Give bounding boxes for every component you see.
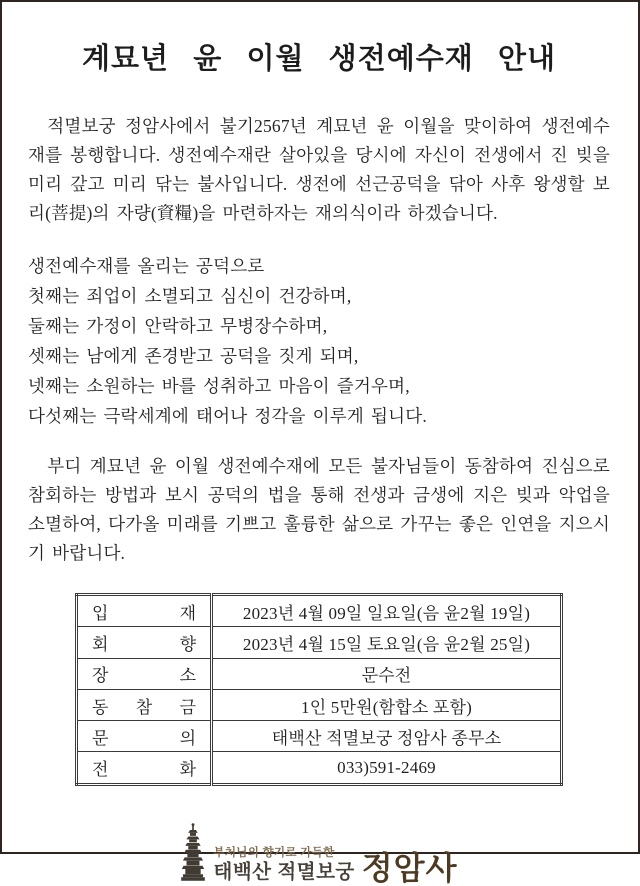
row-value: 033)591-2469 <box>212 752 562 784</box>
merit-item: 첫째는 죄업이 소멸되고 심신이 건강하며, <box>28 286 352 306</box>
temple-logo <box>28 813 610 885</box>
event-info-table <box>75 593 563 786</box>
merit-item: 셋째는 남에게 존경받고 공덕을 짓게 되며, <box>28 346 359 366</box>
row-label: 입 재 <box>77 595 212 627</box>
row-value: 2023년 4월 09일 일요일(음 윤2월 19일) <box>212 595 562 627</box>
logo-temple-line: 태백산 적멸보궁 <box>213 861 355 884</box>
page-title: 계묘년 윤 이월 생전예수재 안내 <box>82 43 556 75</box>
table-row <box>77 721 562 752</box>
merit-item: 넷째는 소원하는 바를 성취하고 마음이 즐거우며, <box>28 376 410 396</box>
merits-list <box>28 251 610 431</box>
merit-item: 다섯째는 극락세계에 태어나 정각을 이루게 됩니다. <box>28 406 427 426</box>
row-label: 장 소 <box>77 658 212 689</box>
page-content <box>2 2 638 885</box>
row-label: 전 화 <box>77 752 212 784</box>
intro-paragraph: 적멸보궁 정암사에서 불기2567년 계묘년 윤 이월을 맞이하여 생전예수재를 봉행합니다. 생전예수재란 살아있을 당시에 자신이 전생에서 진 빚을 미리 갚고 미리 닦는 불사입니다. 생전에 선근공덕을 닦아 사후 왕생할 보리(菩提)의 자량(資糧)을 마련하자는 재의식이라 하겠습니다. <box>28 116 610 223</box>
row-label: 회 향 <box>77 627 212 658</box>
table-row <box>77 752 562 784</box>
table-row <box>77 689 562 720</box>
row-value: 2023년 4월 15일 토요일(음 윤2월 25일) <box>212 627 562 658</box>
table-row <box>77 658 562 689</box>
row-value: 태백산 적멸보궁 정암사 종무소 <box>212 721 562 752</box>
row-label: 동 참 금 <box>77 689 212 720</box>
logo-tagline: 부처님의 향기로 가득한 <box>213 847 335 860</box>
merits-intro: 생전예수재를 올리는 공덕으로 <box>28 256 265 276</box>
logo-temple-name: 정암사 <box>361 850 458 886</box>
logo-text-block <box>213 844 354 885</box>
pagoda-icon <box>180 821 206 885</box>
merit-item: 둘째는 가정이 안락하고 무병장수하며, <box>28 316 328 336</box>
row-value: 1인 5만원(함합소 포함) <box>212 689 562 720</box>
row-value: 문수전 <box>212 658 562 689</box>
closing-paragraph: 부디 계묘년 윤 이월 생전예수재에 모든 불자님들이 동참하여 진심으로 참회하는 방법과 보시 공덕의 법을 통해 전생과 금생에 지은 빚과 악업을 소멸하여, 다가올 미래를 기쁘고 훌륭한 삶으로 가꾸는 좋은 인연을 지으시기 바랍니다. <box>28 456 610 563</box>
table-row <box>77 627 562 658</box>
table-row <box>77 595 562 627</box>
row-label: 문 의 <box>77 721 212 752</box>
